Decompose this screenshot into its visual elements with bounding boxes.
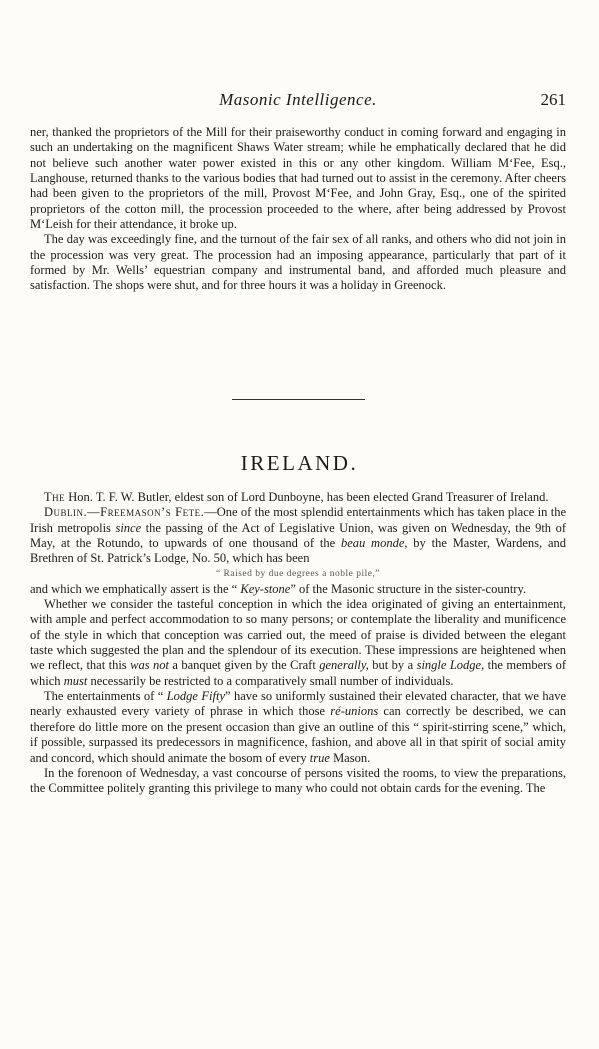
- text-run: ” have so uniformly sustained their elevated character, that we have nearly exhausted every variety of phrase in which those: [30, 689, 566, 719]
- paragraph: [30, 490, 566, 505]
- page-number: 261: [540, 90, 566, 109]
- paragraph: ner, thanked the proprietors of the Mill for their praiseworthy conduct in coming forward and engaging in such an undertaking on the magnificent Shaws Water stream; while he emphatically declared that he did not believe such another water power existed in this or any other kingdom. William M‘Fee, Esq., Langhouse, returned thanks to the various bodies that had turned out to assist in the ceremony. After cheers had been given to the proprietors of the mill, Provost M‘Fee, and John Gray, Esq., one of the spirited proprietors of the cotton mill, the procession proceeded to the where, after being addressed by Provost M‘Leish for their attendance, it broke up.: [30, 125, 566, 232]
- lead-in: The: [44, 490, 66, 504]
- text-run: can correctly be described, we can therefore do little more on the present occasion than give an outline of this “ spirit-stirring scene,” which, if possible, surpassed its predecessors in magnificence, fashion, and above all in that spirit of social amity and concord, which should animate the bosom of every: [30, 704, 566, 765]
- italic-run: generally,: [319, 658, 369, 673]
- paragraph: [30, 597, 566, 689]
- text-run: Whether we consider the tasteful conception in which the idea originated of giving an entertainment, with ample and perfect accommodation to so many persons; or contemplate the liberality and munificence of the style in which that conception was carried out, the meed of praise is divided between the elegant taste which suggested the plan and the splendour of its execution. These impressions are heightened when we reflect, that this: [30, 597, 566, 673]
- paragraph: [30, 505, 566, 566]
- text-run: and which we emphatically assert is the “: [30, 581, 241, 596]
- text-run: necessarily be restricted to a comparatively small number of individuals.: [87, 673, 454, 688]
- text-run: but by a: [368, 658, 417, 673]
- italic-run: Lodge Fifty: [166, 689, 226, 704]
- running-head: [30, 90, 566, 112]
- text-run: a banquet given by the Craft: [168, 658, 320, 673]
- text-run: ” of the Masonic structure in the sister-country.: [290, 581, 527, 596]
- block-quote: “ Raised by due degrees a noble pile,”: [215, 568, 381, 579]
- section-divider: [232, 399, 365, 400]
- running-title: Masonic Intelligence.: [219, 90, 377, 109]
- paragraph: [30, 689, 566, 766]
- italic-run: must: [63, 673, 88, 688]
- lead-in: Dublin.—Freemason’s Fete.: [44, 505, 205, 520]
- italic-run: since: [115, 520, 142, 535]
- text-run: the members of which: [30, 658, 566, 688]
- top-section: [30, 125, 566, 294]
- text-run: —One of the most splendid entertainments which has taken place in the Irish metropolis: [30, 505, 567, 535]
- italic-run: was not: [130, 658, 169, 673]
- text-run: The entertainments of “: [44, 689, 167, 704]
- ireland-section: [30, 490, 566, 797]
- italic-run: Key-stone: [240, 581, 291, 596]
- text-run: Mason.: [329, 750, 371, 765]
- italic-run: single Lodge,: [416, 658, 485, 673]
- italic-run: ré-unions: [330, 704, 379, 719]
- paragraph: In the forenoon of Wednesday, a vast concourse of persons visited the rooms, to view the preparations, the Committee politely granting this privilege to many who could not obtain cards for the evening. The: [30, 765, 566, 796]
- text-run: Hon. T. F. W. Butler, eldest son of Lord Dunboyne, has been elected Grand Treasurer of Ireland.: [65, 490, 549, 504]
- italic-run: beau monde,: [340, 536, 408, 551]
- italic-run: true: [309, 750, 330, 765]
- text-run: by the Master, Wardens, and Brethren of St. Patrick’s Lodge, No. 50, which has been: [30, 536, 567, 566]
- paragraph: [30, 582, 566, 597]
- section-title: IRELAND.: [240, 451, 359, 475]
- paragraph: The day was exceedingly fine, and the turnout of the fair sex of all ranks, and others who did not join in the procession was very great. The procession had an imposing appearance, particularly that part of it formed by Mr. Wells’ equestrian company and instrumental band, and afforded much pleasure and satisfaction. The shops were shut, and for three hours it was a holiday in Greenock.: [30, 232, 566, 293]
- text-run: the passing of the Act of Legislative Union, was given on Wednesday, the 9th of May, at the Rotundo, to upwards of one thousand of the: [30, 520, 566, 551]
